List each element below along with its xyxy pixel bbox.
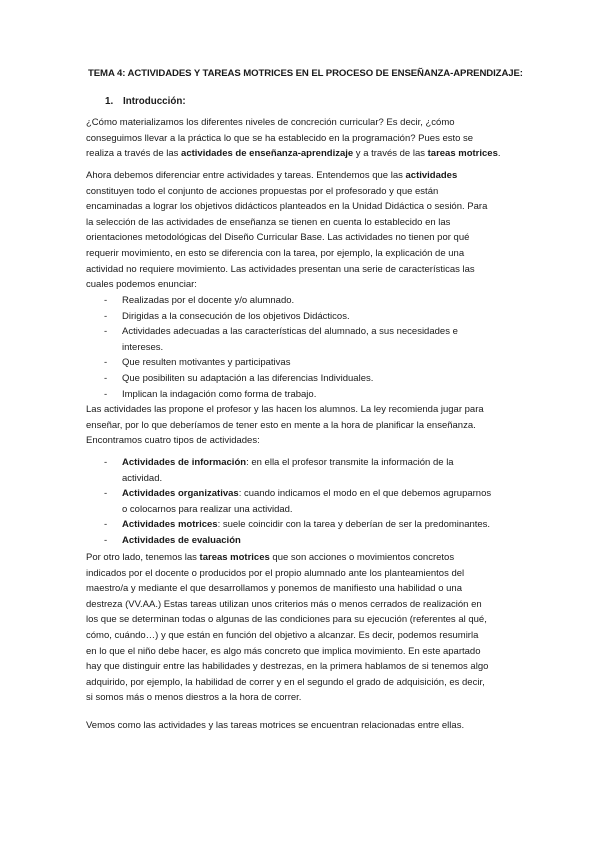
text-line: en lo que el niño debe hacer, es algo más concreto que implica movimiento. En este apartado xyxy=(86,645,481,657)
text-line: cómo, cuándo…) y que están en función del objetivo a alcanzar. Es decir, podemos resumirla xyxy=(86,629,479,641)
text-line: orientaciones metodológicas del Diseño Curricular Base. Las actividades no tienen por qué xyxy=(86,232,470,244)
section-number: 1. xyxy=(105,96,114,107)
list-item: - Actividades organizativas: cuando indicamos el modo en el que debemos agruparnos o colocarnos para realizar una actividad. xyxy=(104,486,524,517)
paragraph-actividades xyxy=(86,168,516,293)
text-run: realiza a través de las xyxy=(86,148,182,160)
text-line: destreza (VV.AA.) Estas tareas utilizan unos criterios más o menos cerrados de realización en xyxy=(86,598,482,610)
list-item-text: Dirigidas a la consecución de los objetivos Didácticos. xyxy=(122,310,350,322)
text-line: constituyen todo el conjunto de acciones propuestas por el profesorado y que están xyxy=(86,185,439,197)
list-item: - Realizadas por el docente y/o alumnado. xyxy=(104,293,524,309)
text-line: maestro/a y mediante el que desarrollamos y ponemos de manifiesto una habilidad o una xyxy=(86,583,463,595)
text-run: Ahora debemos diferenciar entre actividades y tareas. Entendemos que las xyxy=(86,170,406,181)
list-item: - Implican la indagación como forma de trabajo. xyxy=(104,387,524,403)
list-item-text: Realizadas por el docente y/o alumnado. xyxy=(122,295,295,306)
bold-term: tareas motrices xyxy=(427,148,498,160)
list-item-text: o colocarnos para realizar una actividad. xyxy=(122,503,293,515)
bold-term: Actividades de evaluación xyxy=(122,534,241,546)
list-item-text: actividad. xyxy=(122,472,163,484)
list-item: - Dirigidas a la consecución de los objetivos Didácticos. xyxy=(104,309,524,325)
text-line: la selección de las actividades de enseñanza se tienen en cuenta lo establecido en las xyxy=(86,216,451,228)
document-title: TEMA 4: ACTIVIDADES Y TAREAS MOTRICES EN EL PROCESO DE ENSEÑANZA-APRENDIZAJE: xyxy=(88,68,523,79)
text-run: : cuando indicamos el modo en el que debemos agruparnos xyxy=(238,488,492,500)
text-line: encaminadas a lograr los objetivos didácticos planteados en la Unidad Didáctica o sesión. Para xyxy=(86,201,488,213)
bold-term: actividades de enseñanza-aprendizaje xyxy=(181,148,354,160)
text-line: cuales podemos enunciar: xyxy=(86,279,197,291)
text-line: Las actividades las propone el profesor y las hacen los alumnos. La ley recomienda jugar para xyxy=(86,404,484,415)
text-run: y a través de las xyxy=(353,148,428,160)
activity-types-list xyxy=(104,455,524,549)
bold-term: actividades xyxy=(405,170,458,181)
text-run: : suele coincidir con la tarea y deberían de ser la predominantes. xyxy=(217,519,491,531)
list-item: - Actividades adecuadas a las características del alumnado, a sus necesidades e intereses. xyxy=(104,324,524,355)
paragraph-ley xyxy=(86,402,516,449)
text-line: los que se determinan todas o algunas de las condiciones para su ejecución (referentes al qué, xyxy=(86,614,487,626)
text-line: si somos más o menos diestros a la hora de correr. xyxy=(86,692,302,704)
list-item-text: intereses. xyxy=(122,341,164,353)
bold-term: Actividades motrices xyxy=(122,519,218,531)
list-item-text: Actividades adecuadas a las características del alumnado, a sus necesidades e xyxy=(122,326,458,338)
text-line xyxy=(86,550,516,566)
text-line: ¿Cómo materializamos los diferentes niveles de concreción curricular? Es decir, ¿cómo xyxy=(86,117,455,128)
text-run: : en ella el profesor transmite la información de la xyxy=(246,457,454,468)
paragraph-tareas-motrices xyxy=(86,550,516,706)
section-heading-text: Introducción: xyxy=(123,96,186,107)
list-item: - Actividades de información: en ella el profesor transmite la información de la actividad. xyxy=(104,455,524,486)
list-item: - Que posibiliten su adaptación a las diferencias Individuales. xyxy=(104,371,524,387)
list-item: - Actividades de evaluación xyxy=(104,533,524,549)
paragraph-intro xyxy=(86,115,516,162)
text-line: Vemos como las actividades y las tareas motrices se encuentran relacionadas entre ellas. xyxy=(86,720,465,731)
bold-term: Actividades de información xyxy=(122,457,247,468)
text-line: hay que distinguir entre las habilidades y destrezas, en la primera hablamos de si tenemos algo xyxy=(86,661,489,673)
text-line: indicados por el docente o producidos por el propio alumnado ante los planteamientos del xyxy=(86,567,465,579)
characteristics-list xyxy=(104,293,524,402)
list-item-text: Que resulten motivantes y participativas xyxy=(122,357,291,369)
text-line: conseguimos llevar a la práctica lo que se ha establecido en la programación? Pues esto se xyxy=(86,132,474,144)
list-item-text: Que posibiliten su adaptación a las diferencias Individuales. xyxy=(122,372,374,384)
text-line: adquirido, por ejemplo, la habilidad de correr y en el segundo el grado de adquisición, es decir, xyxy=(86,676,485,688)
section-heading xyxy=(105,96,186,107)
text-line: enseñar, por lo que deberíamos de tener esto en mente a la hora de planificar la enseñanza. xyxy=(86,419,476,431)
text-line xyxy=(86,146,516,162)
list-item: - Actividades motrices: suele coincidir con la tarea y deberían de ser la predominantes. xyxy=(104,519,491,531)
text-run: Por otro lado, tenemos las xyxy=(86,552,200,563)
text-run: que son acciones o movimientos concretos xyxy=(269,552,455,563)
text-line: requerir movimiento, en esto se diferencia con la tarea, por ejemplo, la explicación de una xyxy=(86,247,465,259)
text-line: Encontramos cuatro tipos de actividades: xyxy=(86,435,260,447)
paragraph-conclusion xyxy=(86,718,516,734)
bold-term: tareas motrices xyxy=(199,552,270,563)
list-item: - Que resulten motivantes y participativas xyxy=(104,355,524,371)
list-item-text: Implican la indagación como forma de trabajo. xyxy=(122,388,317,400)
text-line: actividad no requiere movimiento. Las actividades presentan una serie de características las xyxy=(86,263,475,275)
bold-term: Actividades organizativas xyxy=(122,488,239,500)
text-line xyxy=(86,168,516,184)
text-run: . xyxy=(497,148,501,160)
